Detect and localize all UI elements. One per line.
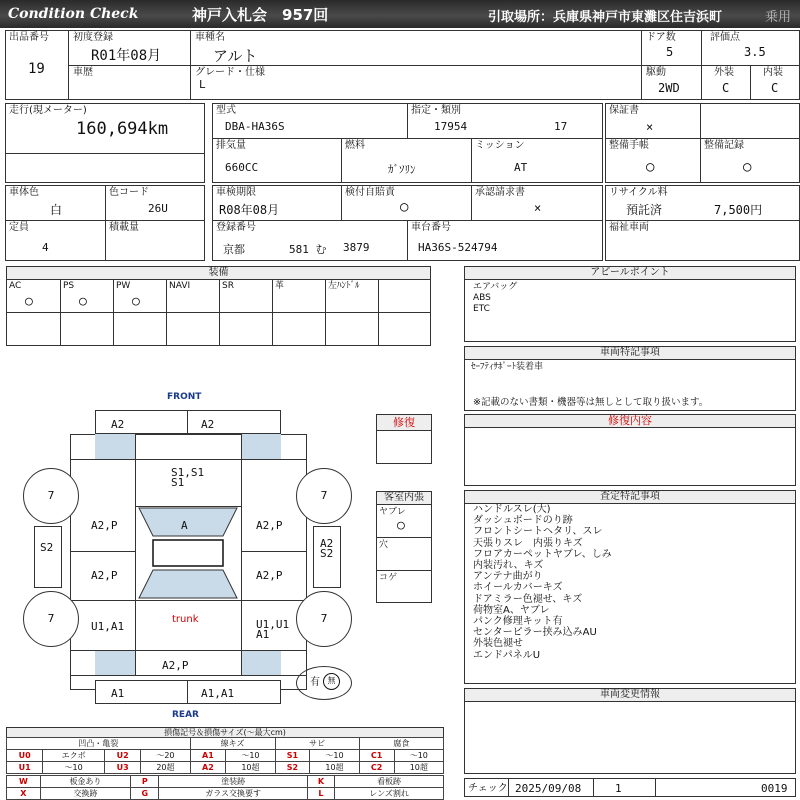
record-cell (700, 138, 800, 183)
color-label: 車体色 (9, 187, 39, 198)
side-sill-left-damage: S2 (40, 541, 54, 554)
inspection-note: ホイールカバーキズ (473, 582, 563, 594)
warranty-cell (605, 103, 800, 139)
appeal-panel (464, 266, 796, 342)
front-fender-right-damage: A2,P (256, 519, 283, 532)
special-note-line: ｾｰﾌﾃｨｻﾎﾟｰﾄ装着車 (471, 362, 544, 372)
equipment-label: SR (222, 281, 234, 291)
mark-desc: レンズ割れ (335, 788, 444, 800)
trunk-lid-damage: A2,P (162, 659, 189, 672)
inspection-note: フロントシートヘタリ、スレ (473, 526, 603, 538)
equipment-label: NAVI (169, 281, 191, 291)
divider (70, 600, 307, 601)
legend-desc: 10超 (394, 762, 443, 774)
recycle-label: リサイクル料 (609, 187, 668, 198)
check-row (464, 778, 796, 797)
windshield-damage: A (181, 519, 188, 532)
equipment-item (113, 280, 167, 313)
plate-cell (212, 220, 408, 261)
int-label: 内装 (763, 67, 783, 78)
rear-label: REAR (172, 710, 199, 720)
inspection-note: 内装汚れ、キズ (473, 560, 544, 572)
divider (187, 680, 188, 704)
manual-mark: ○ (646, 159, 655, 175)
insurance-label: 検付自賠責 (345, 187, 395, 198)
rear-door-left-damage: A2,P (91, 569, 118, 582)
divider (655, 779, 656, 797)
inspection-note: フロアカーペットヤブレ、しみ (473, 548, 612, 560)
drive-value: 2WD (658, 81, 680, 95)
recycle-cell (605, 185, 800, 221)
repair-content-title: 修復内容 (465, 415, 795, 428)
equipment-blank (7, 312, 61, 346)
warranty-mark: × (646, 120, 654, 134)
equipment-mark: ○ (25, 294, 33, 309)
first-reg-value: R01年08月 (91, 48, 162, 64)
divider (70, 459, 307, 460)
mark-code: W (7, 776, 41, 788)
equipment-title: 装備 (7, 267, 430, 280)
mark-code: G (131, 788, 159, 800)
divider (70, 675, 307, 676)
legend-code: U2 (104, 750, 140, 762)
divider (241, 551, 307, 552)
pickup-location: 引取場所：兵庫県神戸市東灘区住吉浜町 (488, 10, 723, 25)
equipment-label: 革 (275, 281, 285, 291)
load-cell (105, 220, 205, 261)
interior-title: 客室内張 (377, 492, 431, 505)
approval-cell (471, 185, 603, 221)
mark-desc: 看板跡 (335, 776, 444, 788)
special-notes-title: 車両特記事項 (465, 347, 795, 360)
mileage-label: 走行(現メーター) (9, 105, 87, 116)
lot-label: 出品番号 (9, 32, 49, 43)
equipment-label: PW (116, 281, 131, 291)
approval-mark: × (534, 201, 542, 215)
legend-code: U3 (104, 762, 140, 774)
front-corner-left (95, 434, 135, 459)
int-cell (750, 65, 800, 100)
check-date: 2025/09/08 (515, 782, 582, 795)
divider (187, 410, 188, 434)
divider (700, 104, 701, 139)
type-label: 型式 (216, 105, 236, 116)
hood-damage: S1,S1 S1 (171, 466, 205, 489)
equipment-panel (6, 266, 431, 346)
recycle-fee: 7,500円 (714, 203, 763, 217)
cabin-outline (135, 506, 241, 600)
legend-group: 腐食 (359, 738, 443, 750)
chassis-cell (407, 220, 603, 261)
capacity-value: 4 (42, 241, 49, 254)
appeal-item: ABS (473, 293, 491, 303)
color-code-label: 色コード (109, 187, 149, 198)
capacity-cell (5, 220, 106, 261)
inspection-note: エンドパネルU (473, 649, 541, 661)
inspection-notes-title: 査定特記事項 (465, 491, 795, 504)
equipment-blank (325, 312, 379, 346)
designation-label: 指定・類別 (411, 105, 461, 116)
mark-desc: 交換跡 (40, 788, 130, 800)
change-info-panel (464, 688, 796, 774)
doors-value: 5 (666, 45, 674, 59)
check-count: 1 (615, 782, 622, 795)
legend-desc: 10超 (310, 762, 359, 774)
equipment-item (325, 280, 379, 313)
fuel-label: 燃料 (345, 140, 365, 151)
score-label: 評価点 (710, 32, 740, 43)
mileage-value: 160,694km (76, 119, 169, 139)
capacity-label: 定員 (9, 222, 29, 233)
car-diagram (0, 388, 376, 724)
front-label: FRONT (167, 392, 202, 402)
legend-group: 凹凸・亀裂 (7, 738, 191, 750)
color-code-cell (105, 185, 205, 221)
special-notes-panel (464, 346, 796, 411)
equipment-blank (378, 280, 431, 313)
appeal-item: エアバッグ (473, 282, 518, 292)
insurance-cell (341, 185, 472, 221)
mark-code: X (7, 788, 41, 800)
equipment-item (219, 280, 273, 313)
drive-label: 駆動 (646, 67, 666, 78)
ext-cell (701, 65, 751, 100)
inspection-label: 車検期限 (216, 187, 256, 198)
legend-desc: 〜10 (43, 762, 105, 774)
legend-code: U0 (7, 750, 43, 762)
sheet-title: Condition Check (8, 6, 139, 22)
equipment-blank (166, 312, 220, 346)
trunk-label: trunk (172, 614, 199, 625)
fuel-value: ｶﾞｿﾘﾝ (388, 163, 416, 176)
interior-label: コゲ (379, 573, 398, 583)
mark-desc: 塗装跡 (159, 776, 307, 788)
legend-desc: 〜20 (141, 750, 190, 762)
equipment-blank (60, 312, 114, 346)
damage-legend (6, 727, 444, 797)
plate-label: 登録番号 (216, 222, 256, 233)
interior-row (377, 538, 432, 571)
rear-corner-right (241, 650, 281, 675)
load-label: 積載量 (109, 222, 139, 233)
drive-cell (641, 65, 702, 100)
grade-label: グレード・仕様 (195, 67, 265, 78)
mileage-cell (5, 103, 205, 154)
mission-value: AT (514, 161, 528, 174)
color-value: 白 (50, 203, 63, 217)
legend-desc: 〜10 (226, 750, 275, 762)
chassis-value: HA36S-524794 (418, 241, 498, 254)
appeal-title: アピールポイント (465, 267, 795, 280)
divider (508, 779, 509, 797)
manual-label: 整備手帳 (609, 140, 649, 151)
color-code-value: 26U (148, 202, 168, 215)
equipment-mark: ○ (132, 294, 140, 309)
front-corner-right (241, 434, 281, 459)
record-label: 整備記録 (704, 140, 744, 151)
equipment-blank (272, 312, 326, 346)
designation-cell (407, 103, 603, 139)
spare-tire-mark: 無 (323, 673, 340, 690)
front-bumper-right-damage: A2 (201, 418, 215, 431)
model-label: 車種名 (195, 32, 225, 43)
wheel-rear-right[interactable]: 7 (296, 591, 352, 647)
repair-panel (376, 414, 432, 464)
interior-label: 穴 (379, 540, 389, 550)
insurance-mark: ○ (400, 199, 409, 215)
lot-number: 19 (28, 61, 45, 77)
mark-code: K (307, 776, 334, 788)
mark-code: P (131, 776, 159, 788)
quarter-left-damage: U1,A1 (91, 620, 125, 633)
vehicle-category: 乗用 (765, 10, 792, 25)
inspection-note: ハンドルスレ(大) (473, 504, 551, 515)
wheel-front-left[interactable]: 7 (23, 468, 79, 524)
displacement-cell (212, 138, 342, 183)
equipment-label: 左ﾊﾝﾄﾞﾙ (328, 281, 360, 291)
legend-desc: 10超 (226, 762, 275, 774)
legend-desc: 20超 (141, 762, 190, 774)
repair-content-panel (464, 414, 796, 486)
lot-cell (5, 30, 69, 100)
inspection-note: アンテナ曲がり (473, 571, 543, 583)
lot-info-box (5, 30, 800, 100)
equipment-item (272, 280, 326, 313)
plate-number: 3879 (343, 241, 370, 254)
inspection-notes-panel (464, 490, 796, 684)
legend-code: S1 (275, 750, 310, 762)
legend-table (6, 737, 444, 774)
plate-area: 京都 (223, 243, 245, 256)
equipment-mark: ○ (79, 294, 87, 309)
interior-mark: ○ (397, 518, 405, 533)
inspection-note: 荷物室A、ヤブレ (473, 604, 550, 616)
spec-block (5, 103, 800, 261)
mark-code: L (307, 788, 334, 800)
legend-group: 線キズ (190, 738, 275, 750)
side-sill-left[interactable] (34, 526, 62, 588)
warranty-label: 保証書 (609, 105, 639, 116)
inspection-note: パンク修理キット有 (473, 616, 563, 628)
inspection-note: 外装色褪せ (473, 638, 523, 650)
doors-label: ドア数 (646, 32, 676, 43)
model-cell (190, 30, 642, 66)
displacement-label: 排気量 (216, 140, 246, 151)
type-cell (212, 103, 408, 139)
legend-code: U1 (7, 762, 43, 774)
appeal-item: ETC (473, 304, 490, 314)
category-number: 17 (554, 120, 568, 133)
first-reg-label: 初度登録 (73, 32, 113, 43)
chassis-label: 車台番号 (411, 222, 451, 233)
history-label: 車歴 (73, 67, 93, 78)
interior-panel (376, 491, 432, 603)
divider (241, 434, 242, 675)
inspection-note: ダッシュボードのり跡 (473, 515, 573, 527)
legend-code: A1 (190, 750, 226, 762)
recycle-status: 預託済 (626, 203, 663, 217)
equipment-blank (219, 312, 273, 346)
front-bumper-left-damage: A2 (111, 418, 125, 431)
auction-name: 神戸入札会 957回 (192, 6, 329, 24)
interior-label: ヤブレ (379, 507, 406, 517)
equipment-item (166, 280, 220, 313)
inspection-cell (212, 185, 342, 221)
legend-code: A2 (190, 762, 226, 774)
record-mark: ○ (743, 159, 752, 175)
displacement-value: 660CC (225, 161, 259, 174)
spare-tire-label: 有 (310, 677, 320, 688)
mark-desc: 板金あり (40, 776, 130, 788)
marks-table (6, 775, 444, 800)
type-value: DBA-HA36S (225, 120, 285, 133)
fuel-cell (341, 138, 472, 183)
plate-class: 581 む (289, 243, 327, 256)
legend-group: サビ (275, 738, 359, 750)
side-sill-right-damage: A2 S2 (320, 537, 334, 560)
check-code: 0019 (761, 782, 788, 795)
grade-value: L (199, 78, 206, 91)
legend-desc: エクボ (43, 750, 105, 762)
equipment-row (7, 280, 431, 346)
rear-bumper-left-damage: A1 (111, 687, 125, 700)
repair-title: 修復 (377, 415, 431, 431)
inspection-notes-list (473, 504, 612, 661)
divider (70, 650, 307, 651)
doors-cell (641, 30, 702, 66)
mission-cell (471, 138, 603, 183)
legend-desc: 〜10 (310, 750, 359, 762)
ext-label: 外装 (714, 67, 734, 78)
history-cell (68, 65, 191, 100)
inspection-value: R08年08月 (219, 203, 280, 217)
wheel-front-right[interactable]: 7 (296, 468, 352, 524)
legend-code: S2 (275, 762, 310, 774)
front-fender-left-damage: A2,P (91, 519, 118, 532)
grade-cell (190, 65, 642, 100)
approval-label: 承認請求書 (475, 187, 525, 198)
legend-desc: 〜10 (394, 750, 443, 762)
quarter-right-damage: U1,U1 A1 (256, 618, 290, 641)
inspection-note: ドアミラー色褪せ、キズ (473, 593, 583, 605)
manual-cell (605, 138, 701, 183)
equipment-item (60, 280, 114, 313)
welfare-cell (605, 220, 800, 261)
mileage-blank (5, 153, 205, 183)
divider (70, 551, 135, 552)
header-bar (0, 0, 800, 28)
model-name: アルト (213, 47, 258, 65)
special-disclaimer: ※記載のない書類・機器等は無しとして取り扱います。 (473, 397, 709, 408)
rear-door-right-damage: A2,P (256, 569, 283, 582)
wheel-rear-left[interactable]: 7 (23, 591, 79, 647)
mark-desc: ガラス交換要す (159, 788, 307, 800)
inspection-note: センターピラー挟み込みAU (473, 627, 597, 639)
legend-code: C1 (359, 750, 394, 762)
first-reg-cell (68, 30, 191, 66)
ext-value: C (722, 81, 730, 95)
mission-label: ミッション (475, 140, 525, 151)
interior-row (377, 505, 432, 538)
color-cell (5, 185, 106, 221)
appeal-list (473, 282, 517, 315)
welfare-label: 福祉車両 (609, 222, 649, 233)
rear-bumper-right-damage: A1,A1 (201, 687, 235, 700)
score-cell (701, 30, 800, 66)
divider (593, 779, 594, 797)
score-value: 3.5 (744, 45, 766, 59)
equipment-item (7, 280, 61, 313)
interior-row (377, 571, 432, 604)
int-value: C (771, 81, 779, 95)
change-info-title: 車両変更情報 (465, 689, 795, 702)
designation-value: 17954 (434, 120, 468, 133)
equipment-label: AC (9, 281, 22, 291)
equipment-blank (113, 312, 167, 346)
inspection-note: 天張りスレ 内張りキズ (473, 537, 583, 549)
legend-code: C2 (359, 762, 394, 774)
rear-corner-left (95, 650, 135, 675)
equipment-label: PS (63, 281, 75, 291)
legend-title: 損傷記号＆損傷サイズ(〜最大cm) (6, 727, 444, 738)
check-label: チェック (468, 783, 508, 794)
